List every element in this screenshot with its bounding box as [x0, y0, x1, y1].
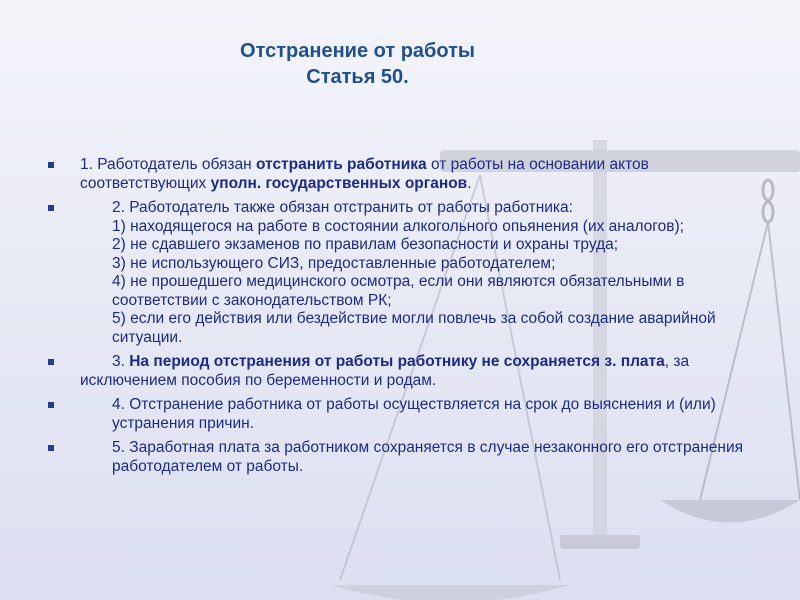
item-text: , за исключением пособия по беременности и родам.	[80, 353, 690, 389]
item-text: 5. Заработная плата за работником сохраняется в случае незаконного его отстранения работодателем от работы.	[112, 439, 744, 475]
item-bold-text: отстранить работника	[255, 156, 427, 173]
title-line-1: Отстранение от работы	[240, 40, 475, 62]
item-line: 2. Работодатель также обязан отстранить от работы работника:	[112, 199, 573, 216]
bullet-icon	[48, 445, 54, 451]
list-item-1	[48, 156, 753, 193]
item-text: 1. Работодатель обязан	[80, 156, 256, 173]
item-text: 3.	[112, 353, 130, 370]
item-text: от работы на основании актов соответствующих	[80, 156, 649, 192]
item-text: 4. Отстранение работника от работы осуществляется на срок до выяснения и (или) устранения причин.	[112, 396, 716, 432]
article-content	[48, 156, 753, 482]
list-item-5	[48, 439, 753, 476]
item-bold-text: уполн. государственных органов	[210, 174, 468, 192]
title-line-2: Статья 50.	[306, 66, 409, 88]
list-item-3	[48, 353, 753, 390]
slide-title	[0, 38, 715, 90]
list-item-2	[48, 199, 753, 347]
item-line: 3) не использующего СИЗ, предоставленные работодателем;	[112, 254, 556, 272]
item-line: 4) не прошедшего медицинского осмотра, если они являются обязательными в соответствии с законодательством РК;	[112, 273, 685, 309]
item-line: 1) находящегося на работе в состоянии алкогольного опьянения (их аналогов);	[112, 217, 684, 235]
bullet-icon	[48, 162, 54, 168]
item-text: .	[467, 174, 472, 192]
bullet-icon	[48, 402, 54, 408]
list-item-4	[48, 396, 753, 433]
item-line: 5) если его действия или бездействие могли повлечь за собой создание аварийной ситуации.	[112, 310, 716, 346]
item-subline-wrapper	[80, 218, 753, 237]
bullet-icon	[48, 359, 54, 365]
item-bold-text: На период отстранения от работы работнику не сохраняется з. плата	[129, 353, 665, 370]
bullet-icon	[48, 205, 54, 211]
item-line: 2) не сдавшего экзаменов по правилам безопасности и охраны труда;	[112, 236, 619, 253]
